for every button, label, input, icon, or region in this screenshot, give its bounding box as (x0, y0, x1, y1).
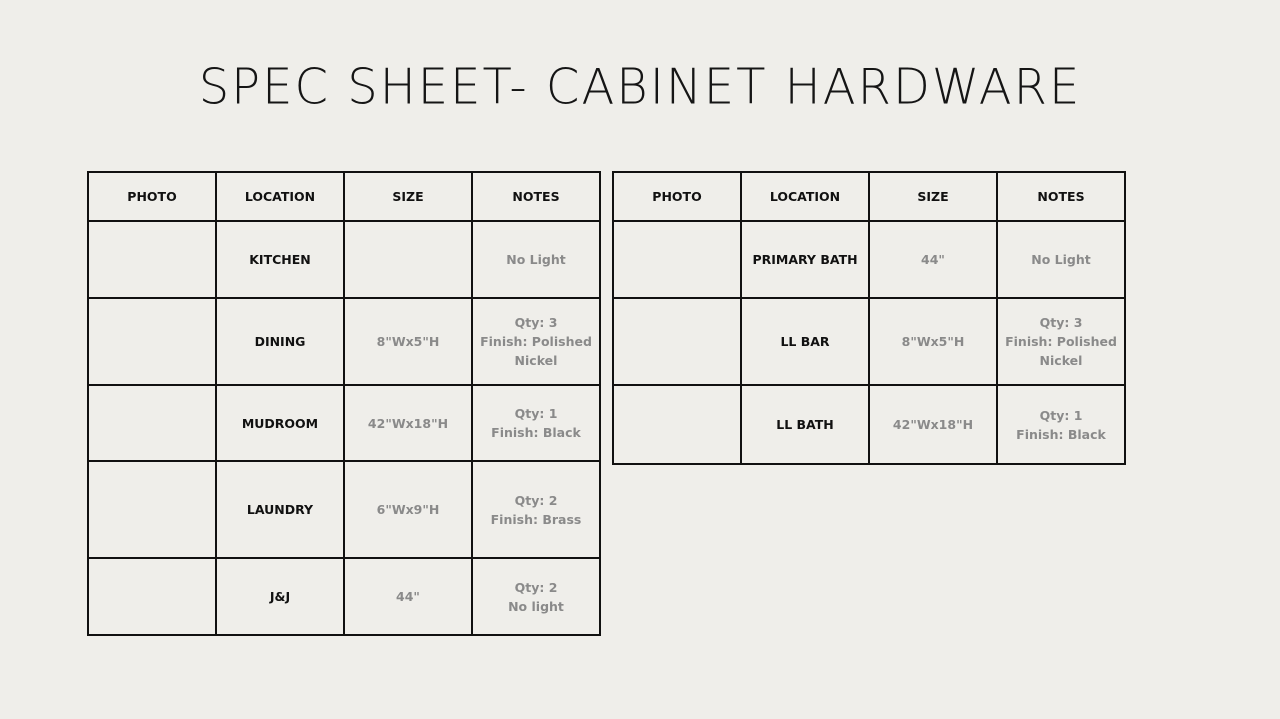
size-cell: 42"Wx18"H (344, 385, 472, 461)
table-row (613, 298, 1125, 385)
size-cell: 42"Wx18"H (869, 385, 997, 464)
table-row (613, 385, 1125, 464)
photo-cell (88, 385, 216, 461)
size-cell: 44" (344, 558, 472, 635)
notes-cell: No Light (997, 221, 1125, 298)
header-row (88, 172, 600, 221)
photo-cell (88, 298, 216, 385)
header-photo: PHOTO (613, 172, 741, 221)
size-cell: 8"Wx5"H (869, 298, 997, 385)
header-size: SIZE (869, 172, 997, 221)
header-size: SIZE (344, 172, 472, 221)
size-cell: 8"Wx5"H (344, 298, 472, 385)
photo-cell (88, 461, 216, 558)
header-notes: NOTES (472, 172, 600, 221)
table-row (88, 298, 600, 385)
header-photo: PHOTO (88, 172, 216, 221)
table-row (613, 221, 1125, 298)
location-cell: KITCHEN (216, 221, 344, 298)
page-title: SPEC SHEET- CABINET HARDWARE (198, 58, 1082, 116)
size-cell (344, 221, 472, 298)
notes-cell: Qty: 1 Finish: Black (997, 385, 1125, 464)
table-row (88, 221, 600, 298)
notes-cell: Qty: 2 No light (472, 558, 600, 635)
photo-cell (88, 221, 216, 298)
notes-cell: Qty: 3 Finish: Polished Nickel (997, 298, 1125, 385)
location-cell: LL BATH (741, 385, 869, 464)
header-row (613, 172, 1125, 221)
notes-cell: No Light (472, 221, 600, 298)
location-cell: J&J (216, 558, 344, 635)
table-row (88, 461, 600, 558)
header-location: LOCATION (216, 172, 344, 221)
location-cell: MUDROOM (216, 385, 344, 461)
location-cell: DINING (216, 298, 344, 385)
location-cell: LL BAR (741, 298, 869, 385)
location-cell: PRIMARY BATH (741, 221, 869, 298)
notes-cell: Qty: 2 Finish: Brass (472, 461, 600, 558)
photo-cell (613, 385, 741, 464)
size-cell: 6"Wx9"H (344, 461, 472, 558)
location-cell: LAUNDRY (216, 461, 344, 558)
header-location: LOCATION (741, 172, 869, 221)
photo-cell (613, 298, 741, 385)
spec-table-right (612, 171, 1126, 465)
photo-cell (613, 221, 741, 298)
notes-cell: Qty: 3 Finish: Polished Nickel (472, 298, 600, 385)
table-row (88, 385, 600, 461)
photo-cell (88, 558, 216, 635)
spec-table-left (87, 171, 601, 636)
table-row (88, 558, 600, 635)
size-cell: 44" (869, 221, 997, 298)
header-notes: NOTES (997, 172, 1125, 221)
notes-cell: Qty: 1 Finish: Black (472, 385, 600, 461)
